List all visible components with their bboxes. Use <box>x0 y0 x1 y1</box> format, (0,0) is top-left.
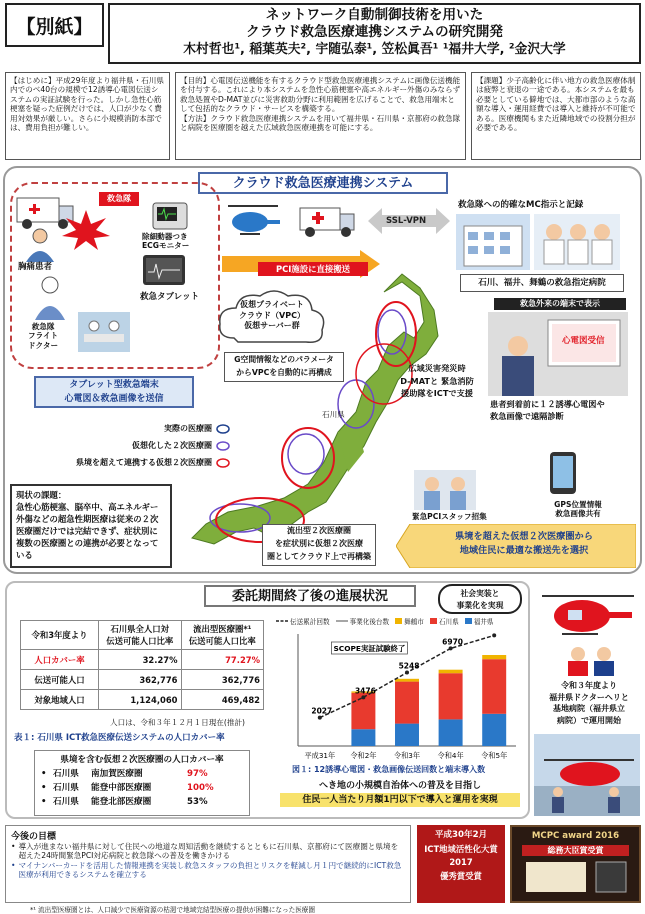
mcpc-prize: 総務大臣賞受賞 <box>522 845 629 856</box>
tablet-caption-line2: 心電図＆救急画像を送信 <box>64 394 164 404</box>
document-tag: 【別紙】 <box>5 3 104 47</box>
line-point <box>361 695 365 699</box>
ecg-label: 除細動器つき ECGモニター <box>142 232 190 251</box>
title-line2: クラウド救急医療連携システムの研究開発 <box>246 24 503 40</box>
row-value-a: 32.27% <box>99 650 182 670</box>
social-badge: 社会実装と 事業化を実現 <box>438 584 522 614</box>
award-line4: 優秀賞受賞 <box>440 870 482 881</box>
heli-line1: 令和３年度より <box>561 681 617 690</box>
outflow-line2: を症状別に仮想２次医療 <box>275 538 363 548</box>
regional-pct: 53% <box>187 797 208 807</box>
legend-actual: 実際の医療圏 <box>164 424 212 433</box>
method-text: 【方法】クラウド救急医療連携システムを用いて福井県・石川県・京都府の救急隊と病院を医療圏を越えた広域救急医療連携を可能にする。 <box>180 113 461 133</box>
row-label: 人口カバー率 <box>21 650 99 670</box>
vpn-label: SSL-VPN <box>386 216 427 226</box>
arrival-line2: 救急画像で遠隔診断 <box>490 411 564 421</box>
arrival-line1: 患者到着前に１２誘導心電図や <box>490 399 605 409</box>
legend-virtual-icon <box>216 441 230 451</box>
gps-share-line2: 救急画像共有 <box>555 509 601 519</box>
regional-pref: 石川県 <box>53 797 79 807</box>
issue-box <box>471 72 641 160</box>
alert-burst-icon <box>62 210 110 250</box>
row-label: 対象地域人口 <box>21 690 99 710</box>
map-legend <box>76 420 230 471</box>
gps-share-text <box>528 500 628 519</box>
cost-banner <box>280 779 520 807</box>
cloud-line1: 仮想プライベート <box>240 300 304 309</box>
line-point <box>318 716 322 720</box>
cloud-text <box>222 300 322 332</box>
legend-entry: 伝送累計回数 <box>290 618 330 626</box>
tablet-device-icon <box>142 254 186 286</box>
issue-text: 【課題】少子高齢化に伴い地方の救急医療体制は疲弊と衰退の一途である。本システムを最も必要としている僻地では、大都市部のような高額な導入・運用経費では導入と維持が不可能である。医療機関もまた近隣地域での役割分担が必要である。 <box>476 76 636 133</box>
x-tick-label: 平成31年 <box>304 751 336 760</box>
regional-box <box>34 750 250 816</box>
outflow-line3: 圏としてクラウド上で再構築 <box>267 551 371 561</box>
award-line2: ICT地域活性化大賞 <box>424 843 498 854</box>
mc-label: 救急隊への的確なMC指示と記録 <box>458 200 584 210</box>
treatment-photo <box>78 312 130 352</box>
row-value-a: 362,776 <box>99 670 182 690</box>
legend-cross-icon <box>216 458 230 468</box>
award-box <box>417 825 505 903</box>
patient-label: 胸痛患者 <box>18 262 53 272</box>
dmat-line2: D-MATと 緊急消防 <box>400 375 474 386</box>
tablet-caption-box <box>34 376 194 408</box>
transmission-chart <box>276 626 524 768</box>
pci-staff-photo <box>414 470 476 510</box>
cloud-line2: クラウド（VPC） <box>239 310 305 320</box>
row-value-a: 1,124,060 <box>99 690 182 710</box>
x-tick-label: 令和2年 <box>350 751 377 760</box>
x-tick-label: 令和3年 <box>393 751 421 760</box>
terminal-screen-text: 心電図受信 <box>562 336 605 346</box>
mcpc-title: MCPC award 2016 <box>531 831 620 841</box>
list-item: • 石川県 南加賀医療圏 97% <box>41 769 208 779</box>
award-line3: 2017 <box>449 857 473 867</box>
row-value-b: 362,776 <box>181 670 264 690</box>
map-label: 石川県 <box>322 410 345 419</box>
coverage-table <box>20 620 264 710</box>
row-value-b: 77.27% <box>181 650 264 670</box>
list-item: • 石川県 能登中部医療圏 100% <box>41 783 214 793</box>
cost-banner-line2: 住民一人当たり月額1円以下で導入と運用を実現 <box>280 793 520 807</box>
footnote: *¹ 流出型医療圏とは、人口減少で医療資源の枯渇で地域完結型医療の提供が困難になった医療圏 <box>30 906 315 914</box>
future-bullet: マイナンバーカードを活用した情報連携を実装し救急スタッフの負担とリスクを軽減し月１円で継続的にICT救急医療が利用できるシステムを確立する <box>18 860 402 880</box>
flight-doctor-label: 救急隊 フライト ドクター <box>28 322 59 350</box>
cost-banner-line1: へき地の小規模自治体への普及を目指し <box>318 781 481 791</box>
intro-text: 【はじめに】平成29年度より福井県・石川県内でのべ40台の規模で12誘導心電図伝送システムの実証試験を行った。しかし急性心筋梗塞を疑った症例だけでは、人口が少なく費用対効果が厳しい。さらに小規模消防本部では、費用負担が難しい。 <box>10 76 164 133</box>
regional-title: 県境を含む仮想２次医療圏の人口カバー率 <box>60 755 224 765</box>
chart-caption: 図１: 12誘導心電図・救急画像伝送回数と端末導入数 <box>292 765 486 774</box>
pci-staff-label: 緊急PCIスタッフ招集 <box>412 512 487 521</box>
regional-name: 能登北部医療圏 <box>91 797 152 807</box>
regional-pref: 石川県 <box>53 783 79 793</box>
bar-0-1 <box>351 729 375 746</box>
legend-entry: 事業化後台数 <box>349 618 390 626</box>
future-bullet: 導入が進まない福井県に対して住民への地道な周知活動を継続するとともに石川県、京都府にて医療圏と県境を超えた24時間緊急PCI対応病院と救急隊への普及を働きかける <box>18 842 399 861</box>
gps-param-line2: からVPCを自動的に再構成 <box>236 368 332 377</box>
table-row <box>21 650 264 670</box>
patient-icon <box>20 228 60 262</box>
bar-0-2 <box>395 724 419 746</box>
coverage-header-1: 石川県全人口対 伝送可能人口比率 <box>99 621 182 650</box>
purpose-text: 【目的】心電図伝送機能を有するクラウド型救急医療連携システムに画像伝送機能を付与する。これにより本システムを急性心筋梗塞や高エネルギー外傷のみならず救急処置やD-MAT並びに災害救助分野に利用範囲を広げることで、救急用端末として包括的なクラウド・サービスを構築する。 <box>180 76 461 114</box>
bar-1-2 <box>395 682 419 724</box>
bar-2-3 <box>439 670 463 674</box>
line-point <box>449 646 453 650</box>
row-label: 伝送可能人口 <box>21 670 99 690</box>
chart-legend <box>276 616 526 626</box>
annotation-text: SCOPE実証試験終了 <box>333 644 406 653</box>
data-label: 3476 <box>354 686 376 696</box>
arrival-text <box>490 398 628 422</box>
line-point <box>405 671 409 675</box>
table-row <box>21 670 264 690</box>
list-item: • 導入が進まない福井県に対して住民への地道な周知活動を継続するとともに石川県、京都府にて医療圏と県境を超えた24時間緊急PCI対応病院と救急隊への普及を働きかける <box>11 842 405 861</box>
coverage-header-2: 流出型医療圏*¹ 伝送可能人口比率 <box>181 621 264 650</box>
hospital-staff-image <box>534 214 620 270</box>
bar-0-3 <box>439 719 463 746</box>
data-label: 6970 <box>442 637 464 647</box>
smartphone-icon <box>540 450 588 496</box>
future-title: 今後の目標 <box>11 832 57 842</box>
gps-param-box <box>224 352 344 382</box>
bar-0-4 <box>482 714 506 746</box>
title-block <box>108 3 641 64</box>
list-item: • 石川県 能登北部医療圏 53% <box>41 797 208 807</box>
legend-virtual: 仮想化した２次医療圏 <box>132 441 212 450</box>
purpose-box <box>175 72 466 160</box>
ecg-monitor-icon <box>152 202 188 230</box>
current-issue-box <box>10 484 172 568</box>
ambulance-car-icon <box>298 198 356 238</box>
cloud-line3: 仮想サーバー群 <box>244 321 300 330</box>
progress-title: 委託期間終了後の進展状況 <box>204 585 416 607</box>
dmat-line1: 広域災害発災時 <box>408 363 466 373</box>
regional-name: 南加賀医療圏 <box>91 769 143 779</box>
dmat-line3: 援助隊をICTで支援 <box>401 388 473 398</box>
legend-entry: 舞鶴市 <box>395 616 424 626</box>
coverage-header-0: 令和3年度より <box>21 621 99 650</box>
gps-share-line1: GPS位置情報 <box>554 500 602 509</box>
legend-entry: 福井県 <box>465 616 494 626</box>
heli-text <box>537 680 641 726</box>
bar-2-4 <box>482 655 506 659</box>
cross-border-line1: 県境を超えた仮想２次医療圏から <box>455 531 593 542</box>
tablet-label: 救急タブレット <box>140 292 200 302</box>
regional-pct: 100% <box>187 783 214 793</box>
bar-1-4 <box>482 659 506 714</box>
gps-param-line1: G空間情報などのパラメータ <box>234 355 334 364</box>
mcpc-award-image <box>510 825 641 903</box>
current-issue-text: 急性心筋梗塞、脳卒中、高エネルギー外傷などの超急性期医療は従来の２次医療圏だけでは完結できず、症状別に複数の医療圏との連携が必要となっている <box>16 502 159 560</box>
heli-line4: 病院）で運用開始 <box>557 715 621 725</box>
table-caption: 表１: 石川県 ICT救急医療伝送システムの人口カバー率 <box>14 733 225 743</box>
regional-name: 能登中部医療圏 <box>91 783 152 793</box>
current-issue-title: 現状の課題： <box>16 490 67 500</box>
intro-box <box>5 72 170 160</box>
data-label: 5248 <box>398 661 420 671</box>
future-box <box>5 825 411 903</box>
bar-1-3 <box>439 673 463 719</box>
cross-border-line2: 地域住民に最適な搬送先を選択 <box>459 545 589 556</box>
authors: 木村哲也¹, 稲葉英夫², 宇随弘泰¹, 笠松眞吾¹ ¹福井大学, ²金沢大学 <box>183 42 566 57</box>
regional-pref: 石川県 <box>53 769 79 779</box>
bar-2-2 <box>395 679 419 682</box>
legend-actual-icon <box>216 424 230 434</box>
row-value-b: 469,482 <box>181 690 264 710</box>
helicopter-icon <box>226 200 282 240</box>
cross-border-text <box>414 530 634 558</box>
system-title: クラウド救急医療連携システム <box>198 172 448 194</box>
regional-pct: 97% <box>187 769 208 779</box>
tablet-caption-line1: タブレット型救急端末 <box>69 380 159 390</box>
table-row <box>21 690 264 710</box>
er-terminal-photo <box>488 312 628 396</box>
heli-crew-photo <box>534 734 640 816</box>
list-item: • マイナンバーカードを活用した情報連携を実装し救急スタッフの負担とリスクを軽減し月１円で継続的にICT救急医療が利用できるシステムを確立する <box>11 861 405 880</box>
hospitals-label: 石川、福井、舞鶴の救急指定病院 <box>460 274 624 292</box>
legend-entry: 石川県 <box>430 616 459 626</box>
legend-cross: 県境を超えて連携する仮想２次医療圏 <box>76 458 212 467</box>
doctor-heli-image <box>538 584 638 676</box>
line-point <box>492 633 496 637</box>
data-label: 2027 <box>311 706 333 716</box>
terminal-label: 救急外来の端末で表示 <box>494 298 626 310</box>
pci-direct-label: PCI施設に直接搬送 <box>258 262 368 276</box>
x-tick-label: 令和4年 <box>437 751 464 760</box>
heli-line3: 基地病院（福井県立 <box>553 704 625 713</box>
award-line1: 平成30年2月 <box>434 830 488 840</box>
outflow-box <box>262 524 376 566</box>
certificate-icon <box>512 860 639 894</box>
table-footnote: 人口は、令和３年１２月１日現在(推計) <box>110 718 246 727</box>
x-tick-label: 令和5年 <box>481 751 508 760</box>
outflow-line1: 流出型２次医療圏 <box>287 526 351 535</box>
title-line1: ネットワーク自動制御技術を用いた <box>265 7 484 23</box>
dmat-text <box>382 362 492 400</box>
heli-line2: 福井県ドクターヘリと <box>549 692 629 702</box>
flight-doctor-icon <box>30 276 70 320</box>
ambulance-team-label: 救急隊 <box>99 192 139 206</box>
